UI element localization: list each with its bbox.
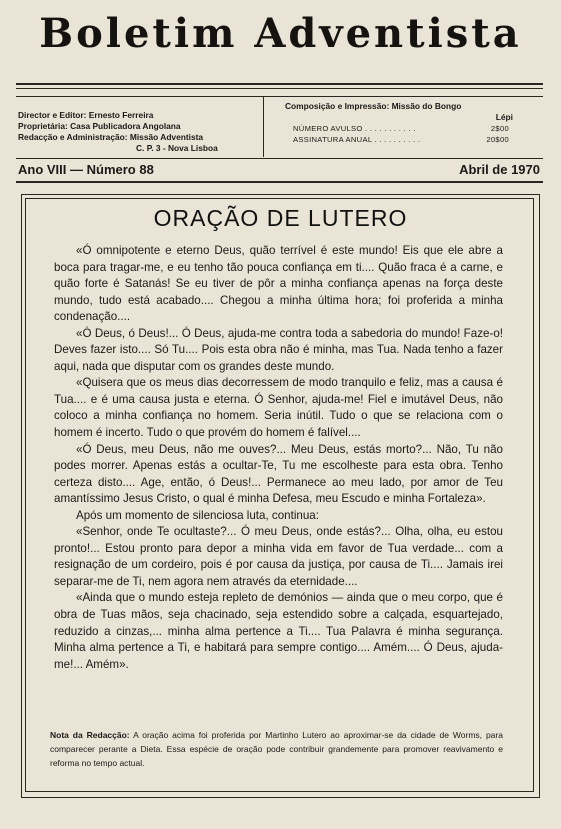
composition-line: Composição e Impressão: Missão do Bongo [285,101,462,111]
issue-number: Ano VIII — Número 88 [18,162,154,177]
header-rule-info [16,96,543,97]
issue-date: Abril de 1970 [459,162,540,177]
admin-line: Redacção e Administração: Missão Adventista [18,132,204,142]
article-title: ORAÇÃO DE LUTERO [153,205,408,231]
issue-rule-bottom [16,181,543,183]
single-price-row [293,123,509,134]
issue-row [18,162,540,177]
article-paragraph: «Quisera que os meus dias decorressem de modo tranquilo e feliz, mas a causa é Tua.... e é uma causa justa e eterna. Ó Senhor, ajuda-me! Fiel e imutável Deus, não coloco a minha confiança no homem. Seria inútil. Tudo o que se relaciona com o homem é incerto. Tudo o que provém do homem é falível.... [54,376,503,440]
subscription-price-label: ASSINATURA ANUAL . . . . . . . . . . [293,135,421,144]
location-line: Lépi [495,112,513,122]
owner-line: Proprietária: Casa Publicadora Angolana [18,121,181,131]
editor-note-label: Nota da Redacção: [50,730,130,740]
address-line: C. P. 3 - Nova Lisboa [136,143,218,153]
article-paragraph: «Ainda que o mundo esteja repleto de demónios — ainda que o meu corpo, que é obra de Tuas mãos, seja chacinado, seja estendido sobre a calçada, esquartejado, reduzido a cinzas,... minha alma pertence a Ti.... Tua Palavra é minha segurança. Minha alma pertence a Ti, e habitará para sempre contigo.... Amém.... Ó Deus, ajuda-me!... Amém». [54,591,503,671]
header-rule-top-thin [16,88,543,89]
print-info [285,101,535,145]
article-paragraph: «Senhor, onde Te ocultaste?... Ó meu Deus, onde estás?... Olha, olha, eu estou pronto!... Estou pronto para depor a minha vida em favor de Tua verdade... com a resignação de um cordeiro, pois é por causa da justiça, por causa de Ti.... Jamais irei separar-me de Ti, nem agora nem através da eternidade.... [54,525,503,588]
info-divider [263,97,264,157]
header-rule-top [16,83,543,85]
article-paragraph: «Ó Deus, meu Deus, não me ouves?... Meu Deus, estás morto?... Não, Tu não podes morrer. Apenas estás a ocultar-Te, Tu me escolheste para esta obra. Tenho certeza disto.... Age, então, ó Deus!... Permanece ao meu lado, por amor de Teu amantíssimo Jesus Cristo, o qual é minha Defesa, meu Escudo e minha Fortaleza». [54,442,503,506]
article-body [54,243,503,673]
publisher-info [18,110,258,154]
article-paragraph: «Ó Deus, ó Deus!... Ó Deus, ajuda-me contra toda a sabedoria do mundo! Faze-o! Deves fazer isto.... Só Tu.... Pois esta obra não é minha, mas Tua. Nada tenho a fazer aqui, nada que disputar com os grandes deste mundo. [54,326,503,373]
subscription-price-row [293,134,509,145]
article-paragraph: Após um momento de silenciosa luta, continua: [76,508,319,522]
subscription-price-value: 20$00 [486,135,509,144]
single-price-label: NÚMERO AVULSO . . . . . . . . . . . [293,124,416,133]
editor-note-text: A oração acima foi proferida por Martinho Lutero ao aproximar-se da cidade de Worms, para comparecer perante a Dieta. Essa espécie de oração pode contribuir grandemente para promover reavivamento e reforma no tempo actual. [50,730,503,768]
issue-rule-top [16,158,543,159]
single-price-value: 2$00 [490,124,509,133]
article-paragraph: «Ó omnipotente e eterno Deus, quão terrível é este mundo! Eis que ele abre a boca para tragar-me, e eu tenho tão pouca confiança em ti.... Quão fraca é a carne, e quão forte é Satanás! Se eu tiver de pôr a minha confiança apenas na força deste mundo, tudo está acabado.... Chegou a minha última hora; foi proferida a minha condenação.... [54,244,503,324]
masthead-title: Boletim Adventista [39,10,522,57]
editor-note [50,728,503,770]
director-line: Director e Editor: Ernesto Ferreira [18,110,154,120]
